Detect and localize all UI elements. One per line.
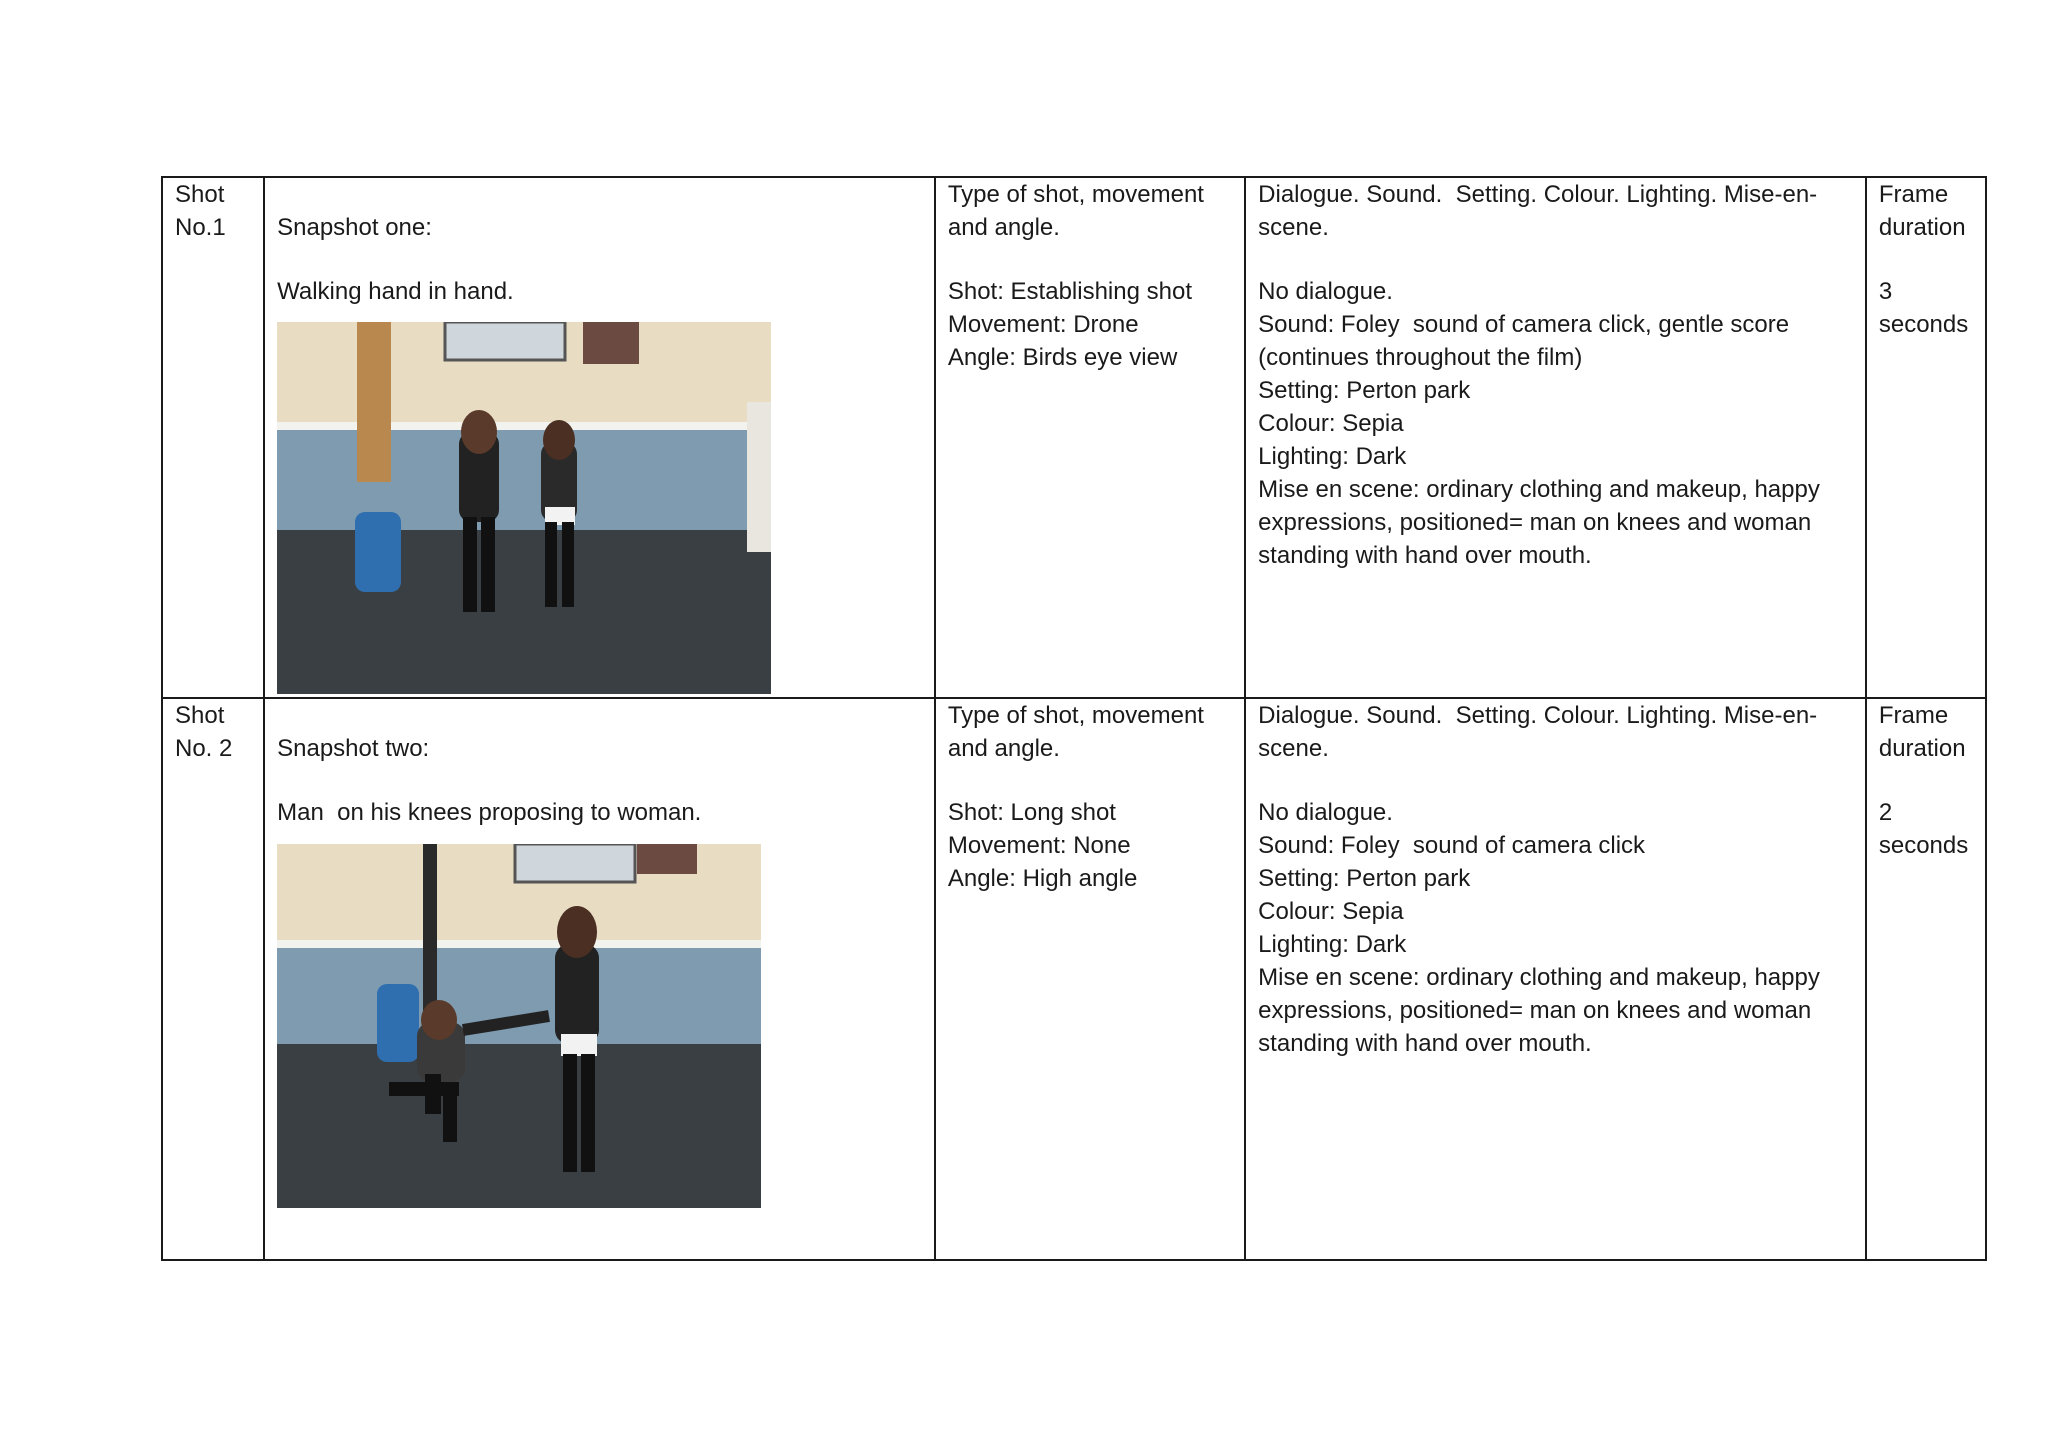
snapshot-title: Snapshot two:	[277, 735, 430, 762]
dialogue-line: Sound: Foley sound of camera click	[1258, 832, 1646, 859]
duration-cell	[1866, 698, 1986, 1260]
snapshot-photo	[277, 844, 761, 1208]
dialogue-line: Colour: Sepia	[1258, 898, 1404, 925]
dialogue-line: expressions, positioned= man on knees and woman	[1258, 509, 1812, 536]
dialogue-line: expressions, positioned= man on knees and woman	[1258, 997, 1812, 1024]
dialogue-line: No dialogue.	[1258, 799, 1393, 826]
shot-label: Shot	[175, 702, 225, 729]
snapshot-title: Snapshot one:	[277, 214, 432, 241]
dialogue-line: Lighting: Dark	[1258, 931, 1407, 958]
shot-row	[162, 698, 1986, 1260]
snapshot-cell	[264, 698, 935, 1260]
shot-row	[162, 177, 1986, 698]
duration-unit: seconds	[1878, 832, 1969, 859]
dialogue-line: Sound: Foley sound of camera click, gentle score	[1258, 311, 1790, 338]
dialogue-heading-cont: scene.	[1258, 214, 1329, 241]
shot-movement: Movement: None	[947, 832, 1131, 859]
duration-heading: Frame	[1878, 181, 1949, 208]
storyboard-table	[161, 176, 1987, 1261]
snapshot-caption: Man on his knees proposing to woman.	[277, 799, 702, 826]
dialogue-cell	[1245, 698, 1866, 1260]
shot-number-cell	[162, 177, 264, 698]
snapshot-photo	[277, 322, 771, 694]
shot-number-cell	[162, 698, 264, 1260]
dialogue-line: standing with hand over mouth.	[1258, 1030, 1592, 1057]
dialogue-heading: Dialogue. Sound. Setting. Colour. Lighting. Mise-en-	[1258, 702, 1818, 729]
snapshot-caption: Walking hand in hand.	[277, 278, 514, 305]
shot-movement: Movement: Drone	[947, 311, 1139, 338]
duration-value: 3	[1878, 278, 1893, 305]
dialogue-heading-cont: scene.	[1258, 735, 1329, 762]
dialogue-line: Lighting: Dark	[1258, 443, 1407, 470]
duration-unit: seconds	[1878, 311, 1969, 338]
shot-type: Shot: Long shot	[947, 799, 1116, 826]
dialogue-line: standing with hand over mouth.	[1258, 542, 1592, 569]
duration-value: 2	[1878, 799, 1893, 826]
shot-angle: Angle: High angle	[947, 865, 1138, 892]
dialogue-line: Setting: Perton park	[1258, 377, 1471, 404]
type-heading-cont: and angle.	[947, 735, 1060, 762]
shot-type-cell	[935, 177, 1245, 698]
type-heading: Type of shot, movement	[947, 181, 1204, 208]
shot-label: Shot	[175, 181, 225, 208]
dialogue-line: Setting: Perton park	[1258, 865, 1471, 892]
shot-angle: Angle: Birds eye view	[947, 344, 1178, 371]
dialogue-line: (continues throughout the film)	[1258, 344, 1583, 371]
duration-heading-cont: duration	[1878, 735, 1966, 762]
type-heading-cont: and angle.	[947, 214, 1060, 241]
dialogue-line: No dialogue.	[1258, 278, 1393, 305]
duration-cell	[1866, 177, 1986, 698]
type-heading: Type of shot, movement	[947, 702, 1204, 729]
shot-number: No.1	[175, 214, 226, 241]
dialogue-heading: Dialogue. Sound. Setting. Colour. Lighting. Mise-en-	[1258, 181, 1818, 208]
duration-heading-cont: duration	[1878, 214, 1966, 241]
dialogue-line: Colour: Sepia	[1258, 410, 1404, 437]
shot-type: Shot: Establishing shot	[947, 278, 1192, 305]
duration-heading: Frame	[1878, 702, 1949, 729]
dialogue-line: Mise en scene: ordinary clothing and makeup, happy	[1258, 964, 1820, 991]
shot-type-cell	[935, 698, 1245, 1260]
snapshot-cell	[264, 177, 935, 698]
shot-number: No. 2	[175, 735, 233, 762]
dialogue-line: Mise en scene: ordinary clothing and makeup, happy	[1258, 476, 1820, 503]
dialogue-cell	[1245, 177, 1866, 698]
